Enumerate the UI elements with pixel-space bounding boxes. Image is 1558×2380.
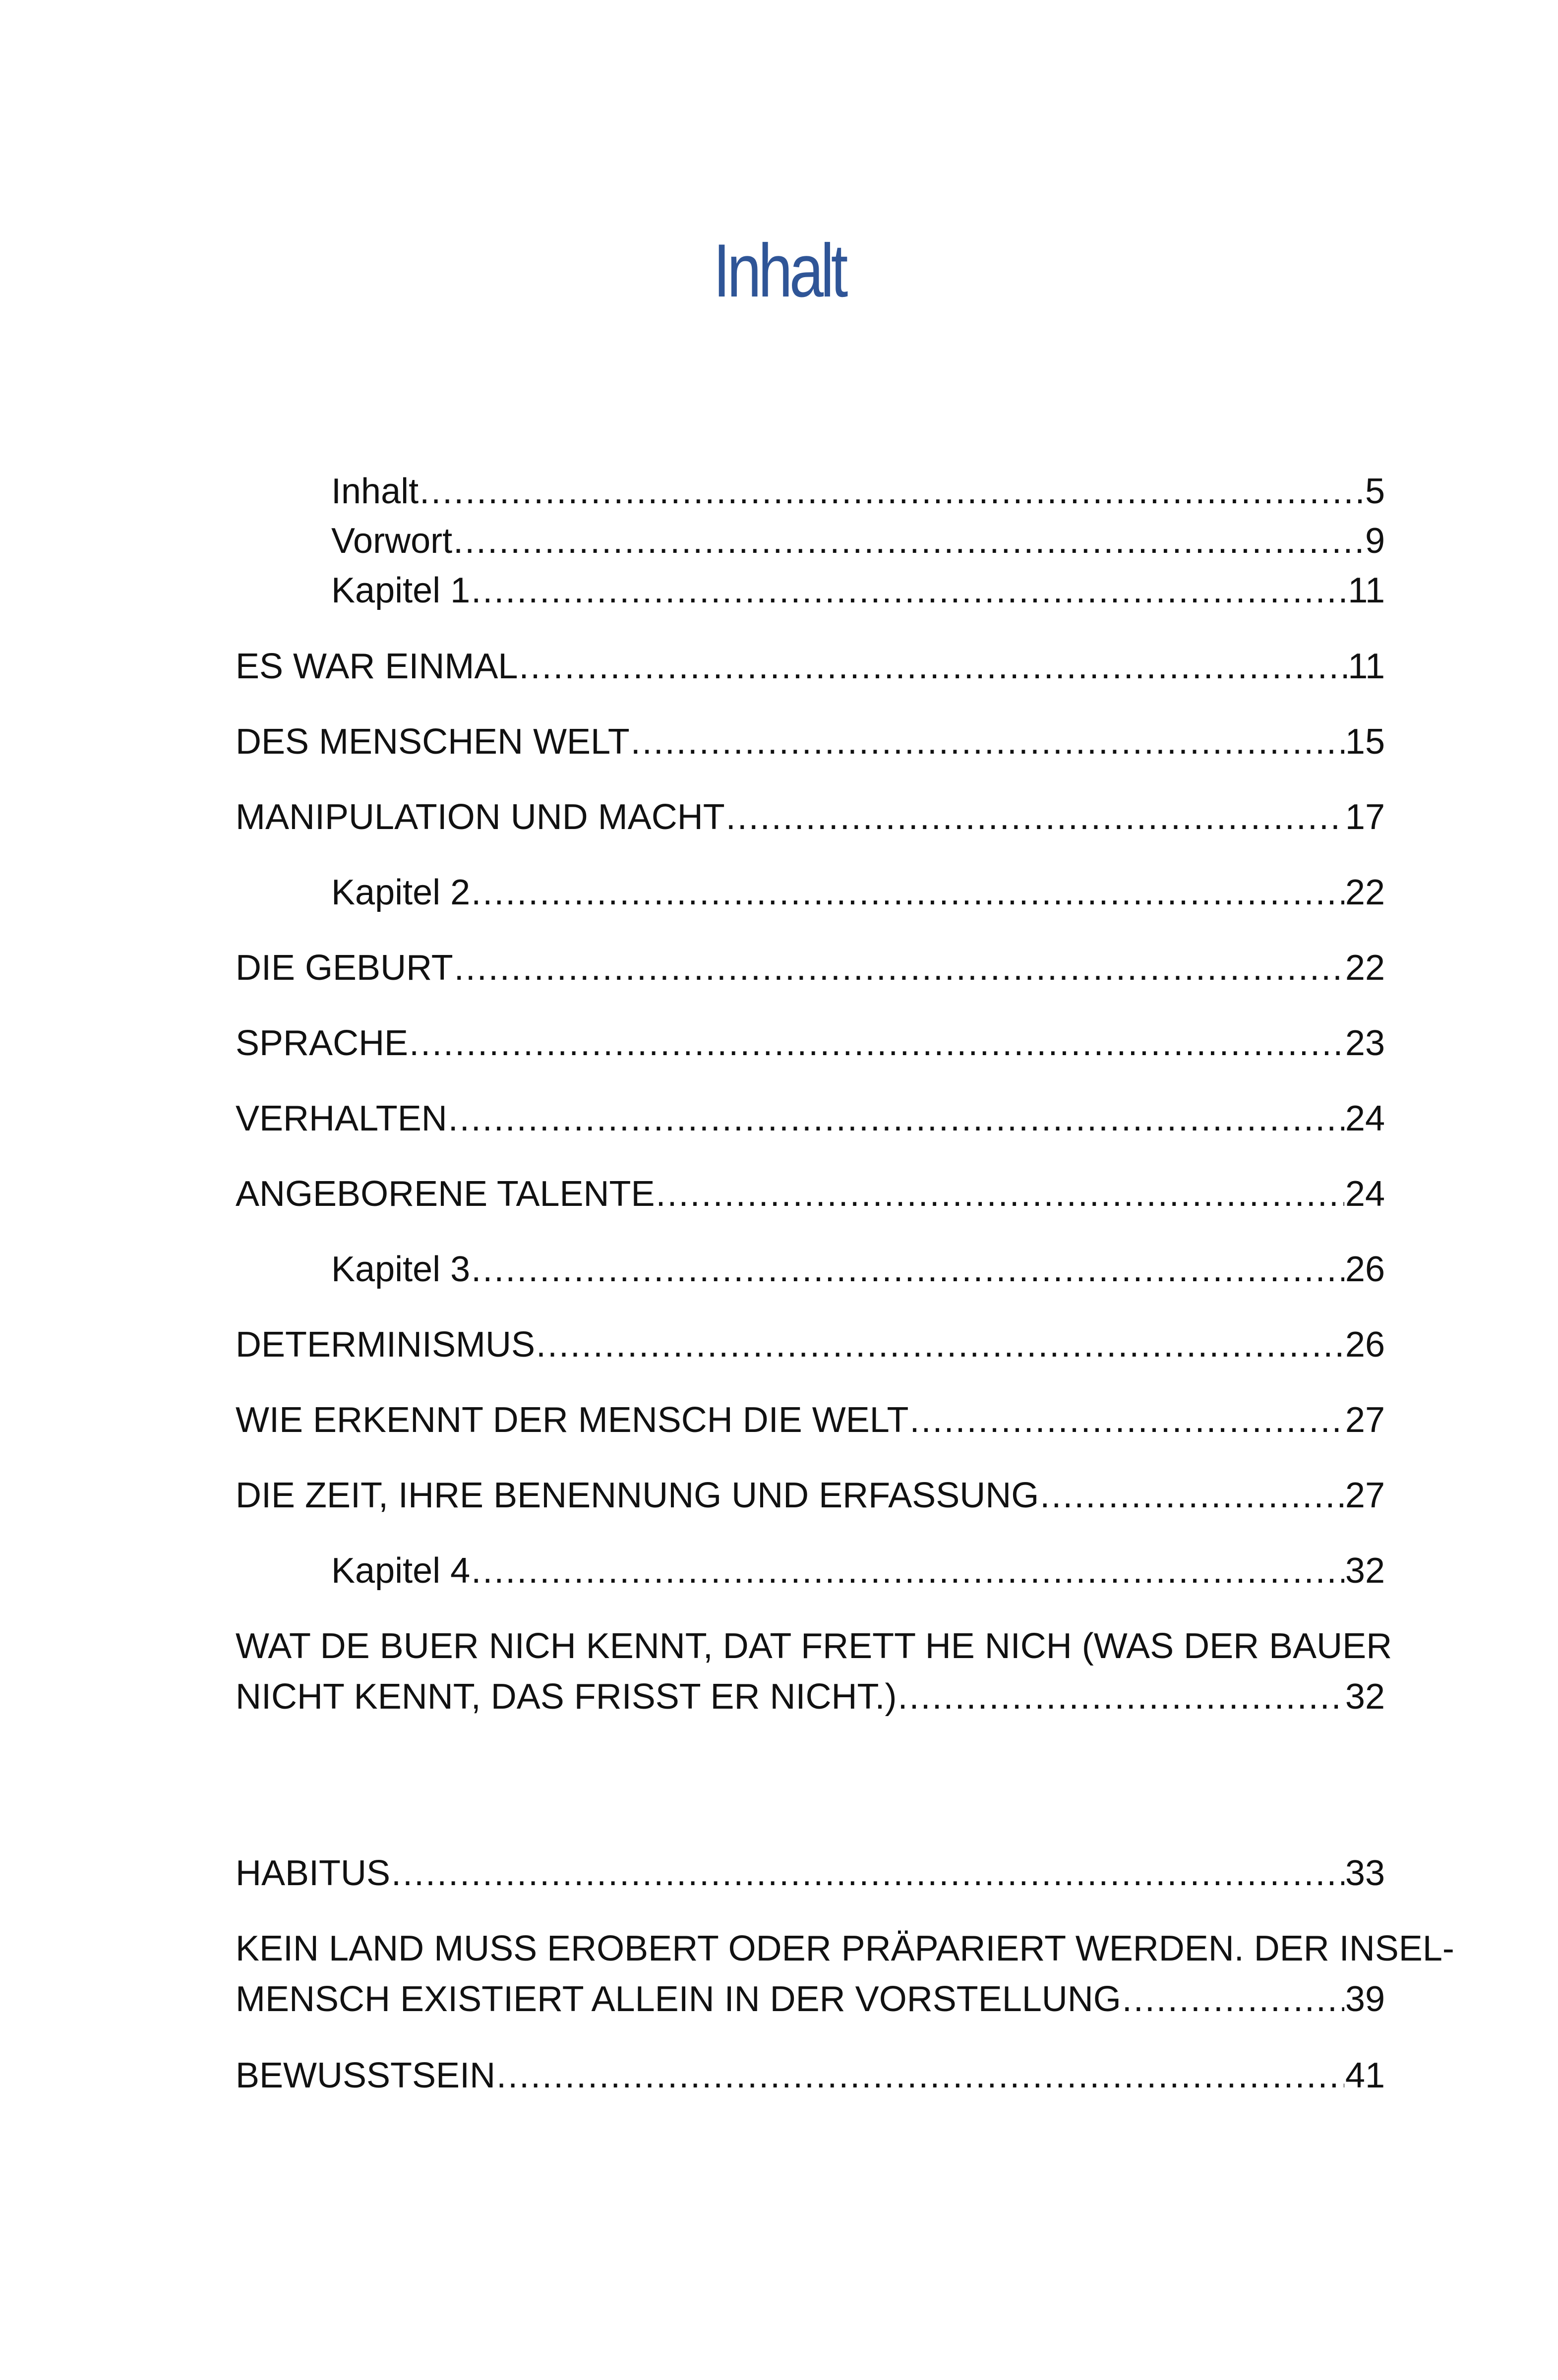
toc-page-number: 9	[1365, 521, 1385, 561]
toc-leader-dots	[471, 565, 1347, 616]
toc-leader-dots	[453, 516, 1364, 566]
toc-entry-title: DES MENSCHEN WELT	[236, 722, 630, 762]
toc-leader-dots	[454, 943, 1344, 993]
toc-leader-dots	[471, 1244, 1344, 1295]
toc-page-number: 24	[1345, 1099, 1385, 1138]
toc-page-number: 22	[1345, 948, 1385, 988]
toc-entry-title: DIE GEBURT	[236, 948, 453, 988]
toc-entry-title: VERHALTEN	[236, 1099, 447, 1138]
toc-entry-title: NICHT KENNT, DAS FRISST ER NICHT.)	[236, 1677, 897, 1717]
toc-page-number: 39	[1345, 1979, 1385, 2019]
toc-page-number: 32	[1345, 1551, 1385, 1591]
toc-entry-manipulation-und-macht[interactable]	[236, 792, 1385, 842]
toc-entry-angeborene-talente[interactable]	[236, 1169, 1385, 1219]
toc-entry-wie-erkennt-der-mensch[interactable]	[236, 1395, 1385, 1445]
toc-entry-sprache[interactable]	[236, 1018, 1385, 1069]
toc-entry-determinismus[interactable]	[236, 1319, 1385, 1370]
toc-entry-kapitel-1[interactable]	[236, 565, 1385, 616]
toc-entry-title: DIE ZEIT, IHRE BENENNUNG UND ERFASSUNG	[236, 1476, 1039, 1515]
toc-entry-kapitel-4[interactable]	[236, 1546, 1385, 1596]
toc-leader-dots	[726, 792, 1344, 842]
toc-entry-wat-de-buer[interactable]	[236, 1621, 1392, 1722]
toc-entry-title: Kapitel 1	[331, 571, 471, 610]
toc-entry-title: BEWUSSTSEIN	[236, 2056, 496, 2095]
toc-entry-title: Kapitel 2	[331, 873, 471, 912]
toc-leader-dots	[1122, 1974, 1344, 2024]
toc-entry-title: Vorwort	[331, 521, 453, 561]
toc-entry-title: MANIPULATION UND MACHT	[236, 797, 725, 837]
toc-entry-des-menschen-welt[interactable]	[236, 716, 1385, 767]
toc-page-number: 26	[1345, 1250, 1385, 1289]
toc-entry-habitus[interactable]	[236, 1848, 1385, 1899]
toc-entry-title: SPRACHE	[236, 1023, 409, 1063]
toc-leader-dots	[909, 1395, 1344, 1445]
toc-entry-title: MENSCH EXISTIERT ALLEIN IN DER VORSTELLUNG	[236, 1979, 1121, 2019]
toc-entry-die-geburt[interactable]	[236, 943, 1385, 993]
toc-entry-title: DETERMINISMUS	[236, 1325, 536, 1365]
toc-entry-title: Kapitel 4	[331, 1551, 471, 1591]
toc-page-number: 11	[1348, 571, 1385, 610]
toc-entry-die-zeit[interactable]	[236, 1470, 1385, 1521]
toc-entry-title-line-1: WAT DE BUER NICH KENNT, DAT FRETT HE NICH (WAS DER BAUER	[236, 1626, 1392, 1666]
toc-page-number: 26	[1345, 1325, 1385, 1365]
toc-leader-dots	[496, 2050, 1344, 2101]
toc-leader-dots	[471, 867, 1344, 918]
toc-entry-kapitel-2[interactable]	[236, 867, 1385, 918]
toc-leader-dots	[448, 1093, 1344, 1144]
toc-leader-dots	[419, 466, 1364, 517]
toc-leader-dots	[1040, 1470, 1344, 1521]
toc-entry-title: HABITUS	[236, 1853, 391, 1893]
toc-page-number: 17	[1345, 797, 1385, 837]
toc-page-number: 22	[1345, 873, 1385, 912]
toc-leader-dots	[391, 1848, 1344, 1899]
toc-entry-kapitel-3[interactable]	[236, 1244, 1385, 1295]
toc-entry-verhalten[interactable]	[236, 1093, 1385, 1144]
toc-entry-es-war-einmal[interactable]	[236, 641, 1385, 692]
toc-page-number: 23	[1345, 1023, 1385, 1063]
toc-entry-bewusstsein[interactable]	[236, 2050, 1385, 2101]
toc-page-number: 33	[1345, 1853, 1385, 1893]
toc-entry-kein-land[interactable]	[236, 1923, 1454, 2024]
toc-page-number: 15	[1345, 722, 1385, 762]
toc-page-number: 41	[1345, 2056, 1385, 2095]
toc-leader-dots	[536, 1319, 1344, 1370]
toc-entry-title: ES WAR EINMAL	[236, 647, 518, 686]
toc-leader-dots	[898, 1671, 1344, 1722]
toc-entry-title: Inhalt	[331, 472, 419, 511]
toc-entry-title: Kapitel 3	[331, 1250, 471, 1289]
toc-entry-title: ANGEBORENE TALENTE	[236, 1174, 655, 1214]
toc-leader-dots	[519, 641, 1347, 692]
toc-entry-title-line-1: KEIN LAND MUSS EROBERT ODER PRÄPARIERT WERDEN. DER INSEL-	[236, 1929, 1454, 1968]
toc-leader-dots	[656, 1169, 1344, 1219]
toc-page-number: 27	[1345, 1400, 1385, 1440]
toc-leader-dots	[409, 1018, 1344, 1069]
toc-page-number: 32	[1345, 1677, 1385, 1717]
toc-page-number: 11	[1348, 647, 1385, 686]
page-title: Inhalt	[713, 229, 845, 313]
toc-page-number: 5	[1365, 472, 1385, 511]
toc-leader-dots	[631, 716, 1344, 767]
toc-page-number: 24	[1345, 1174, 1385, 1214]
toc-page-number: 27	[1345, 1476, 1385, 1515]
toc-leader-dots	[471, 1546, 1344, 1596]
toc-entry-title: WIE ERKENNT DER MENSCH DIE WELT	[236, 1400, 909, 1440]
toc-entry-inhalt[interactable]	[236, 466, 1385, 517]
toc-entry-vorwort[interactable]	[236, 516, 1385, 566]
